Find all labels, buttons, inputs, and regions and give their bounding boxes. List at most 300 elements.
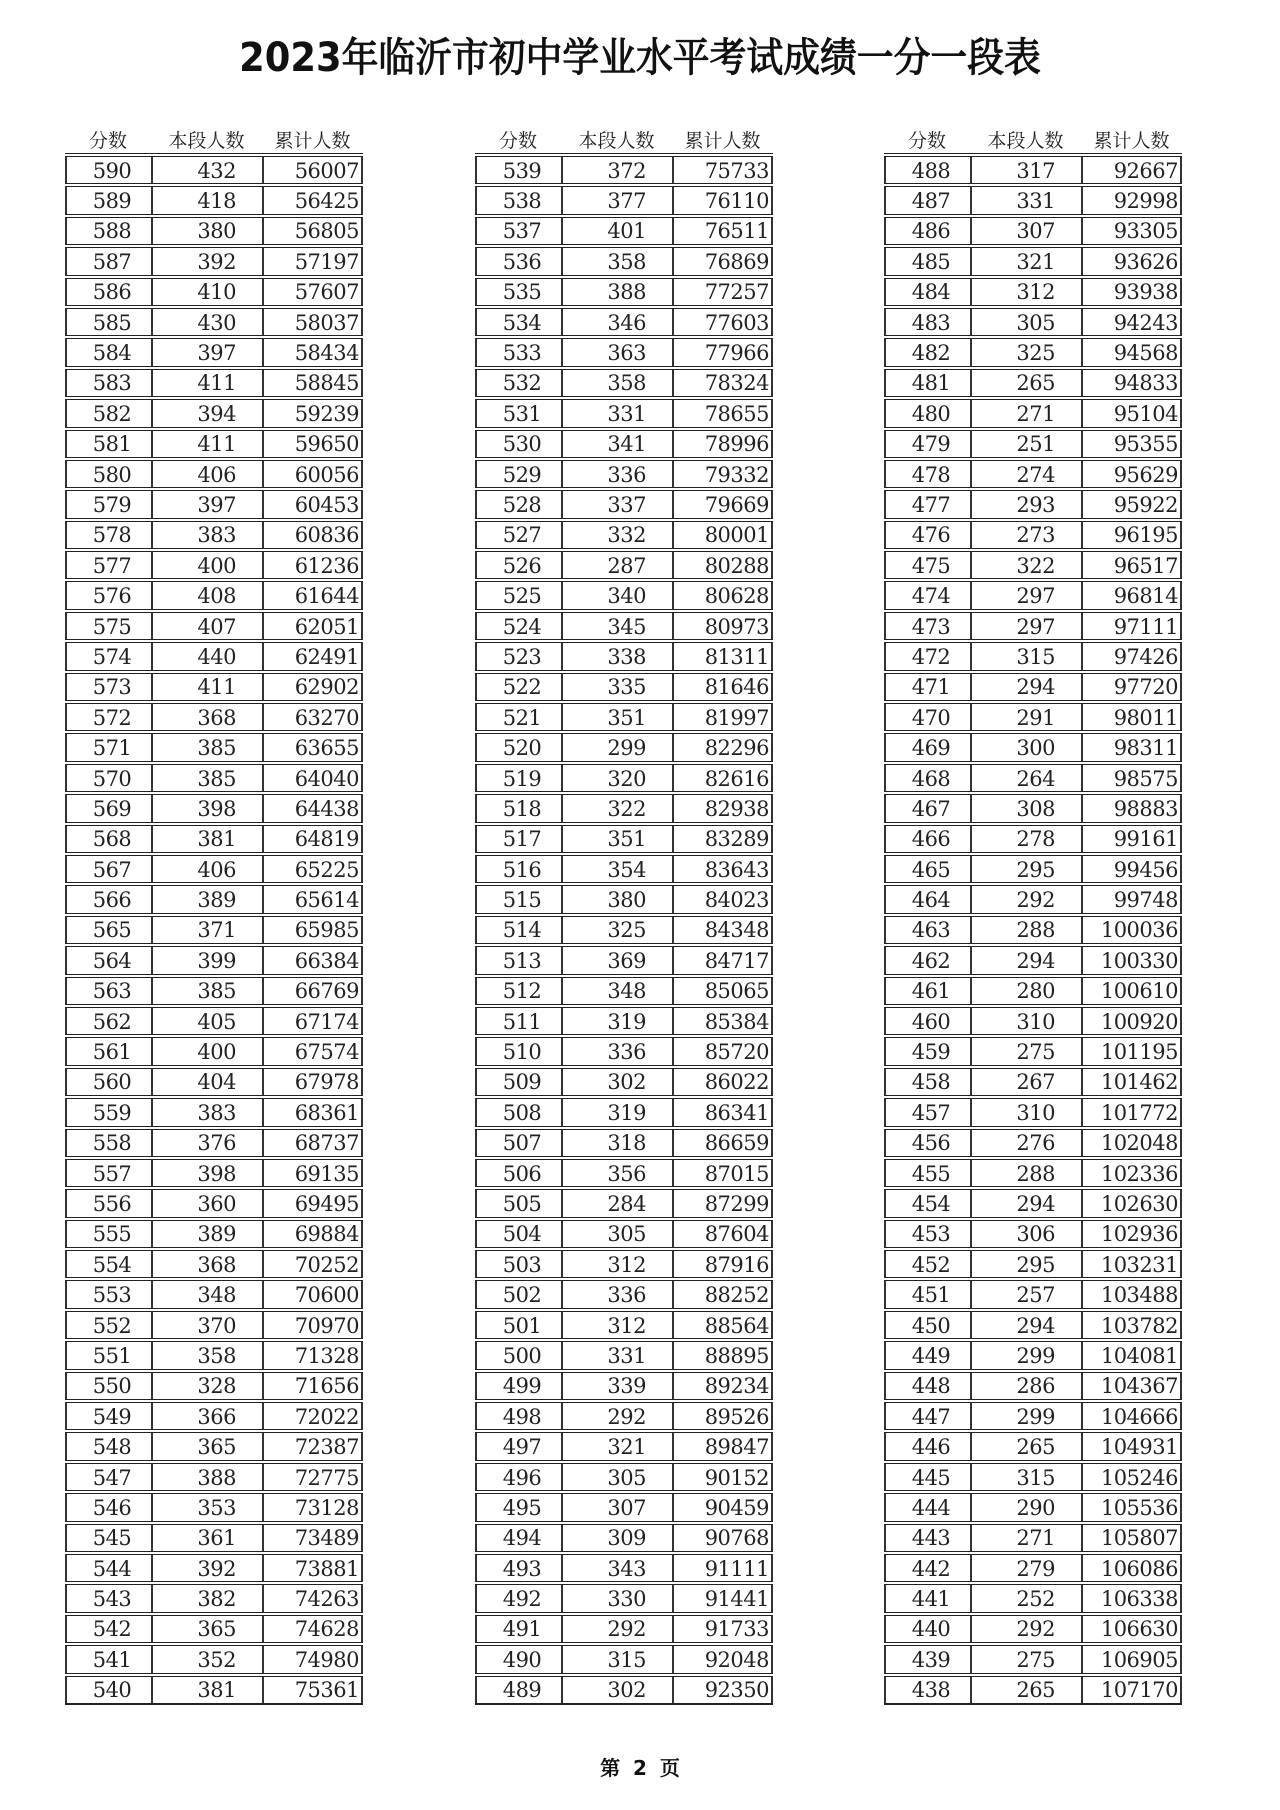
segment-count-cell <box>970 370 1081 396</box>
table-row <box>65 1673 363 1705</box>
segment-count-value: 294 <box>1016 1191 1055 1216</box>
table-row <box>475 548 773 578</box>
score-table-panel-1 <box>65 126 363 1705</box>
table-row <box>65 244 363 274</box>
cumulative-count-cell <box>1081 795 1182 821</box>
cumulative-count-cell <box>672 1616 773 1642</box>
table-row <box>475 1034 773 1064</box>
cumulative-count-cell <box>262 1069 363 1095</box>
cumulative-count-cell <box>262 187 363 213</box>
segment-count-cell <box>561 674 672 700</box>
table-row <box>884 335 1182 365</box>
cumulative-count-cell <box>1081 1099 1182 1125</box>
score-cell <box>475 734 561 760</box>
cumulative-count-value: 72775 <box>294 1465 359 1490</box>
score-value: 506 <box>502 1161 542 1186</box>
segment-count-cell <box>561 582 672 608</box>
segment-count-cell <box>151 157 262 183</box>
score-cell <box>65 339 151 365</box>
score-cell <box>884 978 970 1004</box>
table-row <box>475 518 773 548</box>
cumulative-count-value: 95922 <box>1113 493 1178 517</box>
score-cell <box>884 674 970 700</box>
segment-count-value: 315 <box>1016 1465 1055 1490</box>
cumulative-count-value: 77966 <box>704 341 769 366</box>
table-row <box>884 639 1182 669</box>
cumulative-count-cell <box>672 491 773 517</box>
segment-count-value: 275 <box>1016 1040 1055 1065</box>
table-row <box>884 974 1182 1004</box>
segment-count-cell <box>970 1099 1081 1125</box>
score-value: 547 <box>92 1465 132 1490</box>
score-cell <box>65 1616 151 1642</box>
segment-count-cell <box>561 1069 672 1095</box>
cumulative-count-cell <box>1081 947 1182 973</box>
score-value: 499 <box>502 1374 542 1399</box>
score-cell <box>65 1069 151 1095</box>
cumulative-count-value: 60836 <box>294 523 359 548</box>
cumulative-count-value: 99748 <box>1113 888 1178 913</box>
cumulative-count-cell <box>1081 674 1182 700</box>
cumulative-count-value: 102336 <box>1100 1161 1178 1186</box>
segment-count-cell <box>970 309 1081 335</box>
score-cell <box>475 582 561 608</box>
segment-count-cell <box>970 1464 1081 1490</box>
segment-count-value: 307 <box>607 1495 646 1520</box>
segment-count-cell <box>151 1342 262 1368</box>
segment-count-cell <box>151 1677 262 1703</box>
score-cell <box>475 1555 561 1581</box>
cumulative-count-value: 90152 <box>704 1465 769 1490</box>
cumulative-count-cell <box>1081 704 1182 730</box>
cumulative-count-cell <box>1081 157 1182 183</box>
score-value: 451 <box>911 1283 951 1308</box>
cumulative-count-value: 101462 <box>1100 1070 1178 1095</box>
table-row <box>65 670 363 700</box>
table-row <box>884 518 1182 548</box>
score-value: 486 <box>911 219 951 244</box>
score-cell <box>65 1342 151 1368</box>
segment-count-value: 251 <box>1016 432 1055 457</box>
segment-count-cell <box>561 187 672 213</box>
score-value: 502 <box>502 1283 542 1308</box>
cumulative-count-value: 97111 <box>1113 614 1178 639</box>
segment-count-value: 376 <box>197 1131 236 1156</box>
segment-count-cell <box>561 1008 672 1034</box>
segment-count-value: 331 <box>607 401 646 426</box>
cumulative-count-value: 59650 <box>294 432 359 457</box>
table-row <box>475 1277 773 1307</box>
cumulative-count-cell <box>262 1525 363 1551</box>
score-cell <box>475 1494 561 1520</box>
segment-count-value: 302 <box>607 1678 646 1703</box>
table-header <box>65 126 363 153</box>
segment-count-value: 383 <box>197 1100 236 1125</box>
segment-count-value: 343 <box>607 1556 646 1581</box>
cumulative-count-cell <box>1081 643 1182 669</box>
score-value: 549 <box>92 1404 132 1429</box>
table-row <box>475 1126 773 1156</box>
table-row <box>65 609 363 639</box>
segment-count-cell <box>970 400 1081 426</box>
score-value: 497 <box>502 1435 542 1460</box>
segment-count-value: 274 <box>1016 462 1055 487</box>
segment-count-value: 336 <box>607 1283 646 1308</box>
score-value: 557 <box>92 1161 132 1186</box>
score-value: 515 <box>502 888 542 913</box>
segment-count-cell <box>561 643 672 669</box>
segment-count-value: 322 <box>1016 553 1055 578</box>
cumulative-count-cell <box>262 1099 363 1125</box>
segment-count-value: 418 <box>197 189 236 214</box>
header-segment-count: 本段人数 <box>168 130 245 152</box>
score-value: 470 <box>911 705 951 730</box>
cumulative-count-value: 90768 <box>704 1526 769 1551</box>
header-cumulative-count: 累计人数 <box>1093 130 1170 152</box>
cumulative-count-value: 94243 <box>1113 310 1178 335</box>
table-row <box>884 822 1182 852</box>
score-value: 586 <box>92 280 132 305</box>
segment-count-cell <box>151 917 262 943</box>
cumulative-count-cell <box>672 1251 773 1277</box>
cumulative-count-value: 86659 <box>704 1131 769 1156</box>
cumulative-count-cell <box>262 1008 363 1034</box>
score-value: 561 <box>92 1040 132 1065</box>
score-value: 548 <box>92 1435 132 1460</box>
segment-count-cell <box>151 613 262 639</box>
cumulative-count-value: 65614 <box>294 888 359 913</box>
segment-count-cell <box>970 704 1081 730</box>
segment-count-value: 291 <box>1016 705 1055 730</box>
cumulative-count-cell <box>672 1525 773 1551</box>
segment-count-value: 339 <box>607 1374 646 1399</box>
cumulative-count-cell <box>672 1008 773 1034</box>
cumulative-count-cell <box>262 279 363 305</box>
score-cell <box>65 1251 151 1277</box>
score-cell <box>475 1190 561 1216</box>
score-cell <box>884 826 970 852</box>
segment-count-cell <box>151 491 262 517</box>
score-value: 459 <box>911 1040 951 1065</box>
segment-count-cell <box>151 765 262 791</box>
score-cell <box>65 1281 151 1307</box>
score-value: 569 <box>92 796 132 821</box>
score-cell <box>65 1160 151 1186</box>
segment-count-cell <box>970 1555 1081 1581</box>
table-row <box>65 335 363 365</box>
table-row <box>475 1460 773 1490</box>
score-cell <box>65 978 151 1004</box>
segment-count-cell <box>561 400 672 426</box>
cumulative-count-value: 89847 <box>704 1435 769 1460</box>
segment-count-value: 286 <box>1016 1374 1055 1399</box>
table-row <box>475 214 773 244</box>
score-value: 564 <box>92 948 132 973</box>
cumulative-count-value: 92998 <box>1113 189 1178 214</box>
header-segment-count: 本段人数 <box>578 130 655 152</box>
segment-count-value: 275 <box>1016 1647 1055 1672</box>
segment-count-value: 430 <box>197 310 236 335</box>
score-value: 455 <box>911 1161 951 1186</box>
score-cell <box>475 1464 561 1490</box>
cumulative-count-cell <box>672 1585 773 1611</box>
score-cell <box>884 1160 970 1186</box>
cumulative-count-cell <box>672 978 773 1004</box>
score-value: 444 <box>911 1495 951 1520</box>
score-cell <box>65 613 151 639</box>
table-row <box>65 1095 363 1125</box>
cumulative-count-cell <box>672 765 773 791</box>
segment-count-value: 257 <box>1016 1283 1055 1308</box>
cumulative-count-value: 84717 <box>704 948 769 973</box>
score-value: 541 <box>92 1647 132 1672</box>
score-cell <box>65 370 151 396</box>
score-value: 552 <box>92 1313 132 1338</box>
cumulative-count-value: 106630 <box>1100 1617 1178 1642</box>
table-row <box>884 457 1182 487</box>
cumulative-count-value: 58845 <box>294 371 359 396</box>
cumulative-count-value: 67978 <box>294 1070 359 1095</box>
score-value: 462 <box>911 948 951 973</box>
cumulative-count-cell <box>262 400 363 426</box>
table-row <box>884 396 1182 426</box>
table-row <box>475 670 773 700</box>
table-row <box>475 1217 773 1247</box>
segment-count-value: 383 <box>197 523 236 548</box>
table-row <box>65 1277 363 1307</box>
cumulative-count-value: 80973 <box>704 614 769 639</box>
table-row <box>65 639 363 669</box>
score-value: 494 <box>502 1526 542 1551</box>
table-row <box>475 1642 773 1672</box>
score-cell <box>884 734 970 760</box>
header-cumulative-count: 累计人数 <box>274 130 351 152</box>
score-cell <box>884 1251 970 1277</box>
table-row <box>884 153 1182 183</box>
cumulative-count-value: 65985 <box>294 918 359 943</box>
score-cell <box>475 613 561 639</box>
score-value: 519 <box>502 766 542 791</box>
cumulative-count-value: 80628 <box>704 584 769 609</box>
score-value: 574 <box>92 644 132 669</box>
cumulative-count-value: 71656 <box>294 1374 359 1399</box>
score-cell <box>65 1221 151 1247</box>
table-row <box>475 609 773 639</box>
score-cell <box>475 795 561 821</box>
score-cell <box>65 1038 151 1064</box>
score-table-panel-3 <box>884 126 1182 1705</box>
segment-count-value: 321 <box>1016 249 1055 274</box>
score-value: 583 <box>92 371 132 396</box>
segment-count-value: 388 <box>197 1465 236 1490</box>
cumulative-count-cell <box>1081 1008 1182 1034</box>
segment-count-value: 288 <box>1016 918 1055 943</box>
score-cell <box>475 1069 561 1095</box>
score-value: 445 <box>911 1465 951 1490</box>
table-row <box>65 518 363 548</box>
cumulative-count-cell <box>672 643 773 669</box>
segment-count-cell <box>561 491 672 517</box>
segment-count-cell <box>970 1525 1081 1551</box>
segment-count-cell <box>151 1464 262 1490</box>
score-value: 540 <box>92 1678 132 1703</box>
segment-count-value: 293 <box>1016 493 1055 517</box>
cumulative-count-cell <box>262 1038 363 1064</box>
score-cell <box>475 674 561 700</box>
score-cell <box>65 552 151 578</box>
segment-count-cell <box>970 1190 1081 1216</box>
segment-count-cell <box>151 795 262 821</box>
segment-count-value: 305 <box>607 1222 646 1247</box>
score-value: 501 <box>502 1313 542 1338</box>
table-body <box>65 153 363 1705</box>
score-value: 457 <box>911 1100 951 1125</box>
table-row <box>65 1126 363 1156</box>
score-cell <box>475 339 561 365</box>
table-row <box>884 609 1182 639</box>
segment-count-cell <box>561 1221 672 1247</box>
score-cell <box>65 431 151 457</box>
score-value: 510 <box>502 1040 542 1065</box>
score-value: 480 <box>911 401 951 426</box>
segment-count-value: 353 <box>197 1495 236 1520</box>
cumulative-count-value: 68737 <box>294 1131 359 1156</box>
cumulative-count-value: 81646 <box>704 675 769 700</box>
table-row <box>884 1247 1182 1277</box>
score-value: 531 <box>502 401 542 426</box>
segment-count-cell <box>151 1160 262 1186</box>
table-row <box>475 761 773 791</box>
score-value: 553 <box>92 1283 132 1308</box>
cumulative-count-value: 82616 <box>704 766 769 791</box>
segment-count-cell <box>970 613 1081 639</box>
table-row <box>475 1490 773 1520</box>
cumulative-count-value: 82296 <box>704 736 769 761</box>
cumulative-count-cell <box>1081 917 1182 943</box>
score-cell <box>65 1494 151 1520</box>
score-value: 500 <box>502 1343 542 1368</box>
cumulative-count-cell <box>262 1464 363 1490</box>
cumulative-count-cell <box>1081 1038 1182 1064</box>
cumulative-count-value: 73128 <box>294 1495 359 1520</box>
cumulative-count-cell <box>262 826 363 852</box>
table-row <box>475 1156 773 1186</box>
segment-count-value: 297 <box>1016 584 1055 609</box>
cumulative-count-value: 60056 <box>294 462 359 487</box>
score-value: 469 <box>911 736 951 761</box>
segment-count-cell <box>970 1494 1081 1520</box>
score-value: 496 <box>502 1465 542 1490</box>
score-cell <box>65 1646 151 1672</box>
score-value: 461 <box>911 979 951 1004</box>
score-value: 449 <box>911 1343 951 1368</box>
table-row <box>884 366 1182 396</box>
cumulative-count-value: 76511 <box>704 219 769 244</box>
score-cell <box>475 1403 561 1429</box>
cumulative-count-cell <box>1081 1494 1182 1520</box>
score-value: 464 <box>911 888 951 913</box>
cumulative-count-cell <box>1081 826 1182 852</box>
segment-count-cell <box>561 218 672 244</box>
cumulative-count-value: 97426 <box>1113 644 1178 669</box>
segment-count-cell <box>561 826 672 852</box>
segment-count-value: 368 <box>197 705 236 730</box>
segment-count-cell <box>151 1099 262 1125</box>
cumulative-count-cell <box>1081 461 1182 487</box>
cumulative-count-cell <box>1081 613 1182 639</box>
score-value: 550 <box>92 1374 132 1399</box>
cumulative-count-value: 76110 <box>704 189 769 214</box>
cumulative-count-value: 85384 <box>704 1009 769 1034</box>
cumulative-count-cell <box>1081 279 1182 305</box>
segment-count-cell <box>561 1130 672 1156</box>
segment-count-value: 400 <box>197 553 236 578</box>
segment-count-cell <box>151 1646 262 1672</box>
score-value: 476 <box>911 523 951 548</box>
table-row <box>884 1490 1182 1520</box>
table-row <box>884 1338 1182 1368</box>
score-value: 558 <box>92 1131 132 1156</box>
score-cell <box>884 1190 970 1216</box>
table-row <box>65 700 363 730</box>
table-row <box>475 1338 773 1368</box>
table-row <box>65 457 363 487</box>
table-row <box>884 1673 1182 1705</box>
score-value: 580 <box>92 462 132 487</box>
segment-count-value: 389 <box>197 888 236 913</box>
table-row <box>475 396 773 426</box>
score-cell <box>884 886 970 912</box>
table-row <box>65 1551 363 1581</box>
cumulative-count-value: 93938 <box>1113 280 1178 305</box>
cumulative-count-cell <box>672 1160 773 1186</box>
segment-count-value: 312 <box>1016 280 1055 305</box>
segment-count-cell <box>970 1433 1081 1459</box>
segment-count-cell <box>151 1403 262 1429</box>
segment-count-value: 302 <box>607 1070 646 1095</box>
segment-count-cell <box>561 1342 672 1368</box>
cumulative-count-cell <box>672 218 773 244</box>
score-cell <box>475 1251 561 1277</box>
segment-count-cell <box>970 1281 1081 1307</box>
segment-count-cell <box>151 1130 262 1156</box>
table-row <box>884 1065 1182 1095</box>
table-row <box>475 1369 773 1399</box>
cumulative-count-cell <box>672 1221 773 1247</box>
cumulative-count-cell <box>1081 1646 1182 1672</box>
score-value: 517 <box>502 827 542 852</box>
cumulative-count-cell <box>1081 978 1182 1004</box>
cumulative-count-cell <box>262 218 363 244</box>
cumulative-count-cell <box>1081 1433 1182 1459</box>
cumulative-count-value: 91111 <box>704 1556 769 1581</box>
score-value: 525 <box>502 584 542 609</box>
cumulative-count-value: 64040 <box>294 766 359 791</box>
cumulative-count-value: 103782 <box>1100 1313 1178 1338</box>
score-cell <box>65 765 151 791</box>
cumulative-count-value: 103231 <box>1100 1252 1178 1277</box>
segment-count-value: 279 <box>1016 1556 1055 1581</box>
segment-count-cell <box>561 157 672 183</box>
cumulative-count-value: 84348 <box>704 918 769 943</box>
cumulative-count-value: 96517 <box>1113 553 1178 578</box>
segment-count-value: 295 <box>1016 857 1055 882</box>
segment-count-cell <box>561 795 672 821</box>
segment-count-cell <box>970 218 1081 244</box>
segment-count-cell <box>970 248 1081 274</box>
segment-count-value: 294 <box>1016 948 1055 973</box>
score-value: 521 <box>502 705 542 730</box>
